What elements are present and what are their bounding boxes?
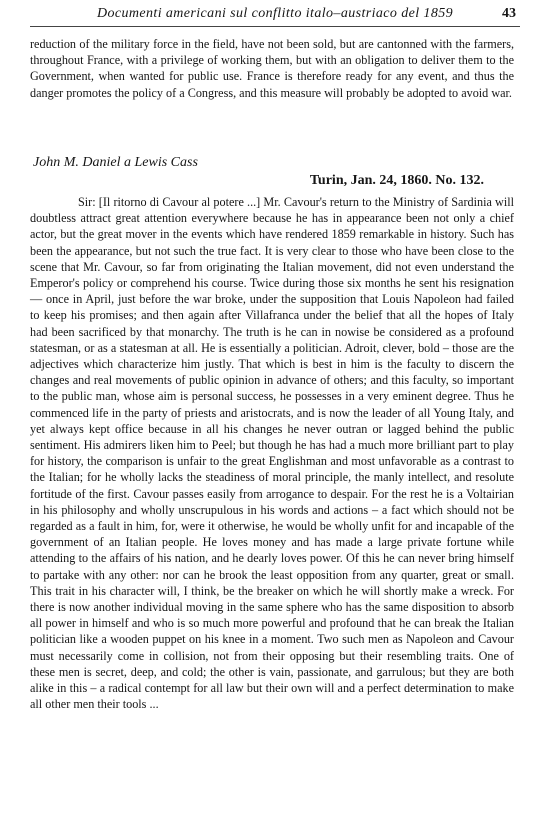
letter-dateline: Turin, Jan. 24, 1860. No. 132.	[309, 173, 484, 188]
letter-body-paragraph: Sir: [Il ritorno di Cavour al potere ...] Mr. Cavour's return to the Ministry of Sardinia will doubtless attract great attention everywhere because he has in appearance been not only a chief actor, but the great mover in the events which have rendered 1859 remarkable in history. Such has been the appearance, but not such the true fact. It is very clear to those who have been close to the scene that Mr. Cavour, so far from originating the Italian movement, did not even understand the Emperor's policy or comprehend his course. Twice during those six months he sent his resignation — once in April, just before the war broke, under the supposition that Louis Napoleon had failed to keep his promises; and then again after Villafranca under the belief that all the hopes of Italy had been sacrificed by that monarchy. The truth is he can in nowise be considered as a profound statesman, or as a statesman at all. He is essentially a politician. Adroit, clever, bold – those are the adjectives which characterize him justly. That which is best in him is the faculty to discern the changes and real movements of public opinion in advance of others; and this faculty, so important to the public man, whose aim is personal success, he possesses in a very eminent degree. Thus he commenced life in the party of priests and aristocrats, and is now the leader of all Young Italy, and yet always kept office because in all his changes he never outran or lagged behind the public sentiment. His admirers liken him to Peel; but though he has had a much more brilliant part to play for history, the comparison is unfair to the great Englishman and most unfavorable as a contrast to the Italian; for he wholly lacks the steadiness of moral principle, the manly intellect, and resolute fortitude of the first. Cavour passes easily from arrogance to despair. For the rest he is a Voltairian in his philosophy and wholly unscrupulous in his words and actions – a fact which should not be regarded as a fault in him, for, were it otherwise, he would be wholly unfit for and incapable of the government of an Italian people. He loves money and has made a large private fortune while attending to the affairs of his nation, and he dearly loves power. Of this he can never bring himself to partake with any other: nor can he brook the least opposition from any quarter, great or small. This trait in his character will, I think, be the breaker on which he will shortly make a wreck. For there is now another individual moving in the same sphere who has the same disposition to absorb all power in himself and who is so much more powerful and profound that he can break the Italian politician like a wooden puppet on his knee in a moment. Two such men as Napoleon and Cavour must necessarily come in collision, not from their opposing but their resembling traits. One of these men is secret, deep, and cold; the other is vain, passionate, and garrulous; but they are both alike in this – a radical contempt for all law but their own will and a perfect determination to make all other men their tools ...	[30, 195, 514, 712]
letter-heading: John M. Daniel a Lewis Cass	[33, 155, 198, 170]
page-number: 43	[502, 6, 516, 21]
running-title: Documenti americani sul conflitto italo–austriaco del 1859	[96, 6, 454, 21]
running-header	[30, 4, 520, 27]
intro-paragraph: reduction of the military force in the field, have not been sold, but are cantonned with the farmers, throughout France, with a privilege of working them, but with an obligation to deliver them to the Government, when wanted for public use. France is therefore ready for any event, and thus the danger promotes the policy of a Congress, and this measure will probably be adopted to avoid war.	[30, 37, 514, 100]
